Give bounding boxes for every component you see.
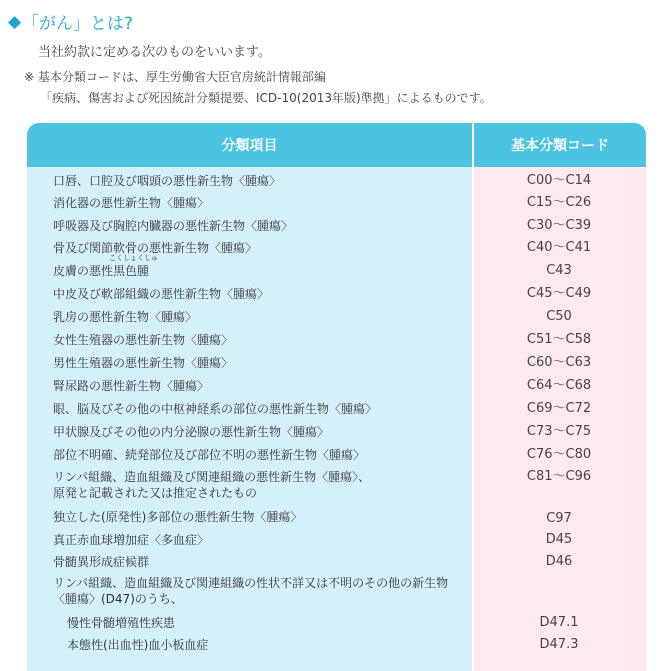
row-category: 口唇、口腔及び咽頭の悪性新生物〈腫瘍〉 — [53, 174, 282, 188]
row-category: 本態性(出血性)血小板血症 — [67, 638, 209, 652]
row-code: D47.3 — [539, 637, 579, 652]
row-category: 乳房の悪性新生物〈腫瘍〉 — [53, 310, 198, 324]
row-category: 消化器の悪性新生物〈腫瘍〉 — [53, 196, 210, 210]
note-line-1: ※ 基本分類コードは、厚生労働省大臣官房統計情報部編 — [24, 70, 326, 84]
table-row — [27, 509, 646, 527]
row-code: D45 — [545, 532, 573, 547]
table-row — [27, 401, 646, 417]
row-category-line: リンパ組織、造血組織及び関連組織の悪性新生物〈腫瘍〉、 — [53, 470, 371, 484]
row-code: C00〜C14 — [526, 173, 592, 188]
row-category: 甲状腺及びその他の内分泌腺の悪性新生物〈腫瘍〉 — [53, 425, 330, 439]
ruby-reading: こくしょくしゅ — [109, 254, 159, 262]
row-code: C81〜C96 — [526, 469, 592, 484]
row-category: 骨髄異形成症候群 — [53, 555, 150, 569]
row-code: C40〜C41 — [526, 240, 592, 255]
section-heading — [8, 9, 133, 34]
header-code: 基本分類コード — [511, 138, 609, 154]
table-row — [27, 575, 646, 607]
row-code: C30〜C39 — [526, 218, 592, 233]
row-code: C76〜C80 — [526, 447, 592, 462]
section-title: 「がん」とは? — [22, 14, 134, 34]
row-code: D47.1 — [539, 615, 579, 630]
row-code: C73〜C75 — [526, 424, 592, 439]
table-row — [27, 173, 646, 189]
row-category-line: 原発と記載された又は推定されたもの — [53, 486, 258, 500]
row-code: C50 — [546, 309, 572, 324]
row-category — [27, 469, 472, 501]
row-code: C60〜C63 — [526, 355, 592, 370]
row-category: 骨及び関節軟骨の悪性新生物〈腫瘍〉 — [53, 241, 258, 255]
table-row — [27, 637, 646, 653]
table-row — [27, 355, 646, 371]
row-category: 眼、脳及びその他の中枢神経系の部位の悪性新生物〈腫瘍〉 — [53, 402, 378, 416]
table-row — [27, 286, 646, 302]
row-category: 独立した(原発性)多部位の悪性新生物〈腫瘍〉 — [53, 510, 303, 524]
row-category: 真正赤血球増加症〈多血症〉 — [53, 533, 210, 547]
row-code: C51〜C58 — [526, 332, 592, 347]
row-category-line: 〈腫瘍〉(D47)のうち、 — [53, 592, 183, 606]
table-row — [27, 447, 646, 463]
row-category — [27, 575, 472, 607]
row-category — [27, 254, 472, 279]
table-row — [27, 424, 646, 440]
table-row — [27, 309, 646, 325]
row-code: C45〜C49 — [526, 286, 592, 301]
table-row — [27, 615, 646, 631]
cancer-classification-table — [27, 123, 646, 671]
note-line-2: 「疾病、傷害および死因統計分類提要、ICD-10(2013年版)準拠」によるものです。 — [40, 91, 492, 105]
ruby-term — [109, 254, 159, 279]
row-category: 呼吸器及び胸腔内臓器の悪性新生物〈腫瘍〉 — [53, 219, 294, 233]
row-code: D46 — [545, 554, 573, 569]
row-code: C69〜C72 — [526, 401, 592, 416]
table-row — [27, 332, 646, 348]
table-row — [27, 378, 646, 394]
header-category: 分類項目 — [221, 138, 278, 154]
table-row — [27, 254, 646, 279]
row-code: C43 — [546, 263, 572, 278]
row-category: 腎尿路の悪性新生物〈腫瘍〉 — [53, 379, 210, 393]
row-category: 中皮及び軟部組織の悪性新生物〈腫瘍〉 — [53, 287, 270, 301]
row-category-prefix: 皮膚の悪性 — [53, 264, 114, 278]
ruby-base: 黒色腫 — [113, 264, 150, 278]
table-row — [27, 532, 646, 548]
row-category: 部位不明確、続発部位及び部位不明の悪性新生物〈腫瘍〉 — [53, 448, 366, 462]
row-category: 女性生殖器の悪性新生物〈腫瘍〉 — [53, 333, 234, 347]
table-row — [27, 195, 646, 211]
table-row — [27, 554, 646, 570]
row-category: 男性生殖器の悪性新生物〈腫瘍〉 — [53, 356, 234, 370]
row-code: C97 — [546, 511, 572, 526]
row-code: C64〜C68 — [526, 378, 592, 393]
table-header — [27, 123, 646, 167]
table-row — [27, 218, 646, 234]
row-category-line: リンパ組織、造血組織及び関連組織の性状不詳又は不明のその他の新生物 — [53, 576, 449, 590]
row-category: 慢性骨髄増殖性疾患 — [67, 616, 176, 630]
intro-text: 当社約款に定める次のものをいいます。 — [38, 45, 271, 60]
table-row — [27, 469, 646, 501]
row-code: C15〜C26 — [526, 195, 592, 210]
diamond-bullet-icon: ◆ — [8, 11, 22, 32]
